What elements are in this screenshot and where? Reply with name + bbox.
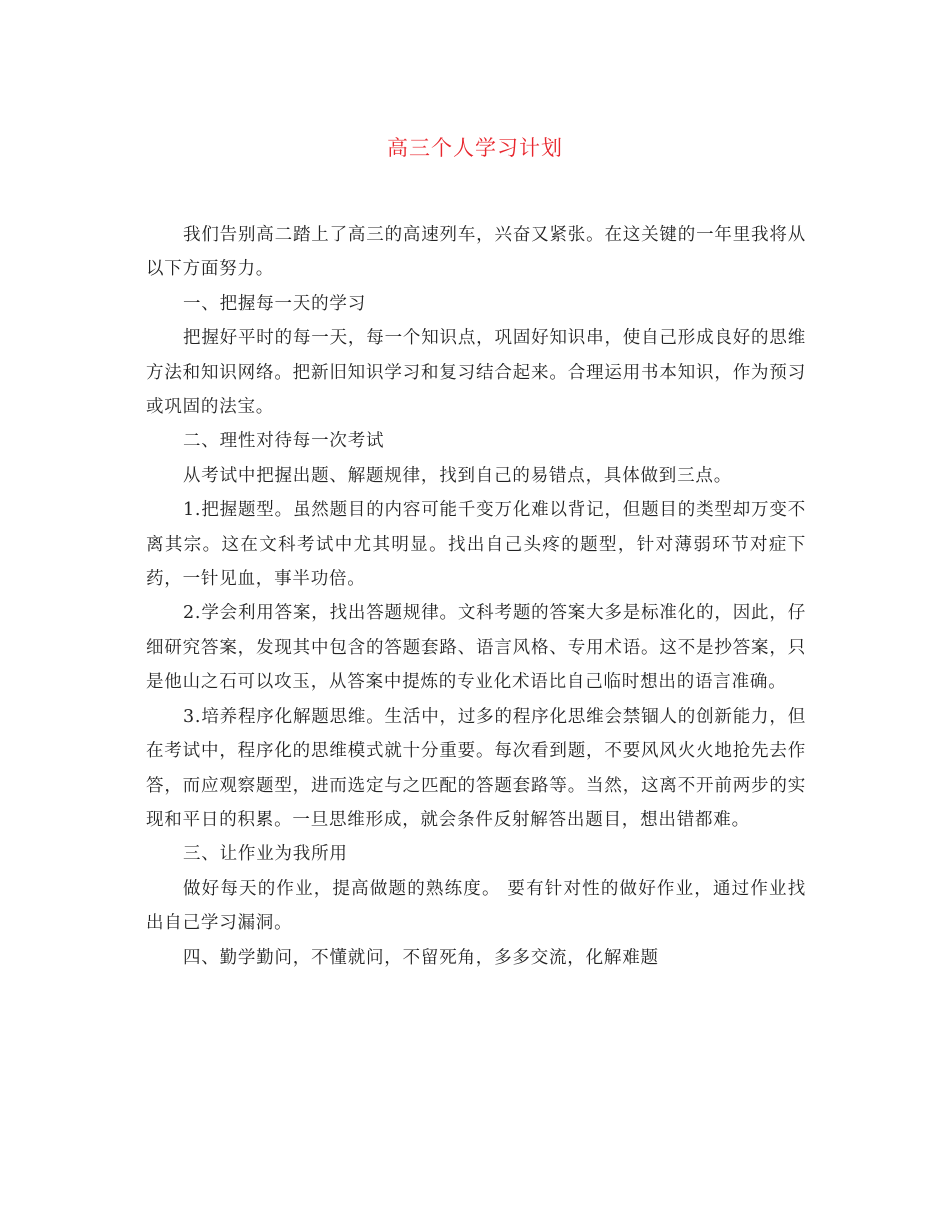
section-heading-3: 三、让作业为我所用 — [183, 844, 348, 865]
document-title: 高三个人学习计划 — [387, 136, 563, 160]
document-body — [146, 218, 806, 975]
section-heading-2: 二、理性对待每一次考试 — [183, 431, 385, 452]
paragraph-section-2: 从考试中把握出题、解题规律，找到自己的易错点，具体做到三点。 — [183, 465, 732, 486]
paragraph-section-3: 做好每天的作业，提高做题的熟练度。 要有针对性的做好作业，通过作业找出自己学习漏洞。 — [146, 878, 806, 934]
paragraph-section-1: 把握好平时的每一天，每一个知识点，巩固好知识串，使自己形成良好的思维方法和知识网络。把新旧知识学习和复习结合起来。合理运用书本知识，作为预习或巩固的法宝。 — [146, 328, 806, 418]
section-heading-1: 一、把握每一天的学习 — [183, 293, 366, 314]
section-heading-4: 四、勤学勤问，不懂就问，不留死角，多多交流，化解难题 — [183, 947, 659, 968]
paragraph-point-1: 1.把握题型。虽然题目的内容可能千变万化难以背记，但题目的类型却万变不离其宗。这在文科考试中尤其明显。找出自己头疼的题型，针对薄弱环节对症下药，一针见血，事半功倍。 — [146, 500, 806, 590]
paragraph-point-3: 3.培养程序化解题思维。生活中，过多的程序化思维会禁锢人的创新能力，但在考试中，程序化的思维模式就十分重要。每次看到题，不要风风火火地抢先去作答，而应观察题型，进而选定与之匹配的答题套路等。当然，这离不开前两步的实现和平日的积累。一旦思维形成，就会条件反射解答出题目，想出错都难。 — [146, 706, 806, 830]
paragraph-point-2: 2.学会利用答案，找出答题规律。文科考题的答案大多是标准化的，因此，仔细研究答案，发现其中包含的答题套路、语言风格、专用术语。这不是抄答案，只是他山之石可以攻玉，从答案中提炼的专业化术语比自己临时想出的语言准确。 — [146, 603, 806, 693]
paragraph-intro: 我们告别高二踏上了高三的高速列车，兴奋又紧张。在这关键的一年里我将从以下方面努力。 — [146, 225, 806, 280]
